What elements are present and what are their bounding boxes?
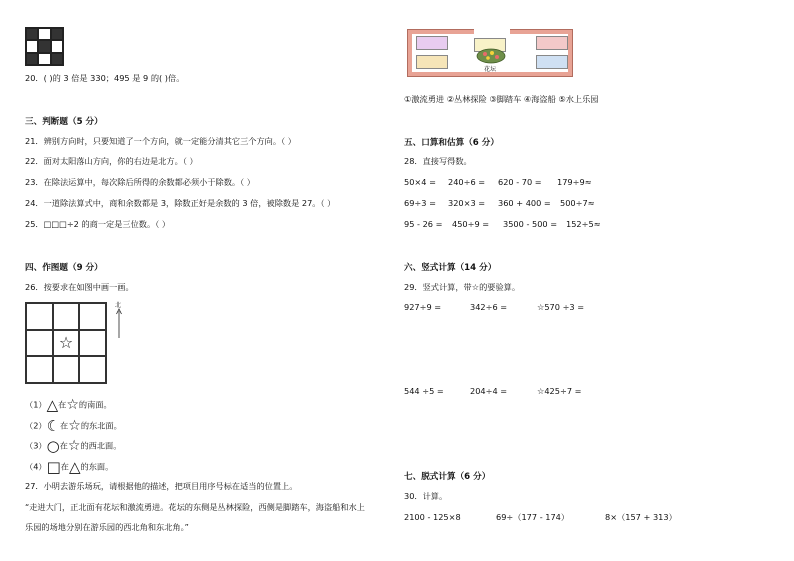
oral-calc-2-1: 69÷3 =: [404, 198, 436, 208]
question-30: 30．计算。: [404, 491, 448, 501]
amusement-park-map: [407, 29, 573, 77]
expression-calc-2: 69÷（177 - 174）: [496, 512, 570, 522]
expression-calc-3: 8×（157 + 313）: [605, 512, 677, 522]
square-icon: □: [46, 458, 61, 476]
park-plot-nw: [416, 36, 448, 50]
section-4-title: 四、作图题（9 分）: [25, 263, 103, 273]
star-icon: ☆: [53, 330, 80, 357]
subquestion-2: （2）☾在☆的东北面。: [25, 417, 122, 435]
star-icon: ☆: [68, 418, 81, 434]
vertical-calc-5: 204÷4 =: [470, 386, 508, 396]
star-icon: ☆: [66, 397, 79, 413]
park-plot-w: [416, 55, 448, 69]
vertical-calc-6: ☆425÷7 =: [537, 386, 582, 396]
vertical-calc-1: 927÷9 =: [404, 302, 442, 312]
oral-calc-3-2: 450÷9 =: [452, 219, 490, 229]
question-23: 23．在除法运算中，每次除后所得的余数都必须小于除数。（ ）: [25, 177, 255, 187]
oral-calc-1-3: 620 - 70 =: [498, 177, 542, 187]
question-24: 24．一道除法算式中，商和余数都是 3，除数正好是余数的 3 倍，被除数是 27。（ ）: [25, 198, 336, 208]
circle-icon: ○: [46, 437, 60, 455]
north-label: 北: [115, 302, 122, 309]
question-29: 29．竖式计算，带☆的要验算。: [404, 282, 521, 292]
question-21: 21．辨别方向时，只要知道了一个方向，就一定能分清其它三个方向。（ ）: [25, 136, 296, 146]
subquestion-4: （4）□在△的东面。: [25, 458, 114, 476]
oral-calc-1-4: 179÷9≈: [557, 177, 592, 187]
vertical-calc-2: 342÷6 =: [470, 302, 508, 312]
oral-calc-3-4: 152÷5≈: [566, 219, 601, 229]
question-22: 22．面对太阳落山方向，你的右边是北方。（ ）: [25, 156, 198, 166]
question-28: 28．直接写得数。: [404, 156, 472, 166]
oral-calc-3-1: 95 - 26 =: [404, 219, 443, 229]
pattern-grid: [25, 27, 64, 66]
drawing-grid: [25, 302, 107, 384]
oral-calc-3-3: 3500 - 500 =: [503, 219, 558, 229]
oral-calc-2-3: 360 + 400 =: [498, 198, 551, 208]
question-27: 27．小明去游乐场玩，请根据他的描述，把项目用序号标在适当的位置上。: [25, 481, 298, 491]
flower-bed-label: 花坛: [484, 66, 497, 73]
vertical-calc-3: ☆570 ÷3 =: [537, 302, 585, 312]
section-5-title: 五、口算和估算（6 分）: [404, 138, 499, 148]
oral-calc-2-4: 500÷7≈: [560, 198, 595, 208]
section-7-title: 七、脱式计算（6 分）: [404, 472, 491, 482]
question-27-quote-line2: 乐园的场地分别在游乐园的西北角和东北角。”: [25, 522, 189, 532]
section-3-title: 三、判断题（5 分）: [25, 117, 103, 127]
park-plot-e: [536, 55, 568, 69]
park-entrance: [474, 29, 510, 35]
triangle-icon: △: [68, 458, 81, 476]
oral-calc-2-2: 320×3 =: [448, 198, 486, 208]
question-27-quote-line1: “走进大门，正北面有花坛和激流勇进。花坛的东侧是丛林探险，西侧是脚踏车，海盗船和水上: [25, 502, 365, 512]
question-26: 26．按要求在如图中画一画。: [25, 282, 134, 292]
star-icon: ☆: [67, 438, 81, 454]
park-plot-ne: [536, 36, 568, 50]
triangle-icon: △: [46, 396, 59, 414]
north-arrow-icon: [116, 308, 122, 338]
question-25: 25．□□□÷2 的商一定是三位数。（ ）: [25, 219, 171, 229]
question-20: 20．( )的 3 倍是 330；495 是 9 的( )倍。: [25, 73, 185, 83]
vertical-calc-4: 544 ÷5 =: [404, 386, 444, 396]
flower-bed-icon: [476, 48, 506, 64]
moon-icon: ☾: [46, 417, 61, 435]
section-6-title: 六、竖式计算（14 分）: [404, 263, 497, 273]
oral-calc-1-1: 50×4 =: [404, 177, 436, 187]
subquestion-3: （3）○在☆的西北面。: [25, 437, 122, 455]
oral-calc-1-2: 240÷6 =: [448, 177, 486, 187]
subquestion-1: （1）△在☆的南面。: [25, 396, 112, 414]
expression-calc-1: 2100 - 125×8: [404, 512, 461, 522]
park-legend: ①激流勇进 ②丛林探险 ③脚踏车 ④海盗船 ⑤水上乐园: [404, 94, 599, 104]
